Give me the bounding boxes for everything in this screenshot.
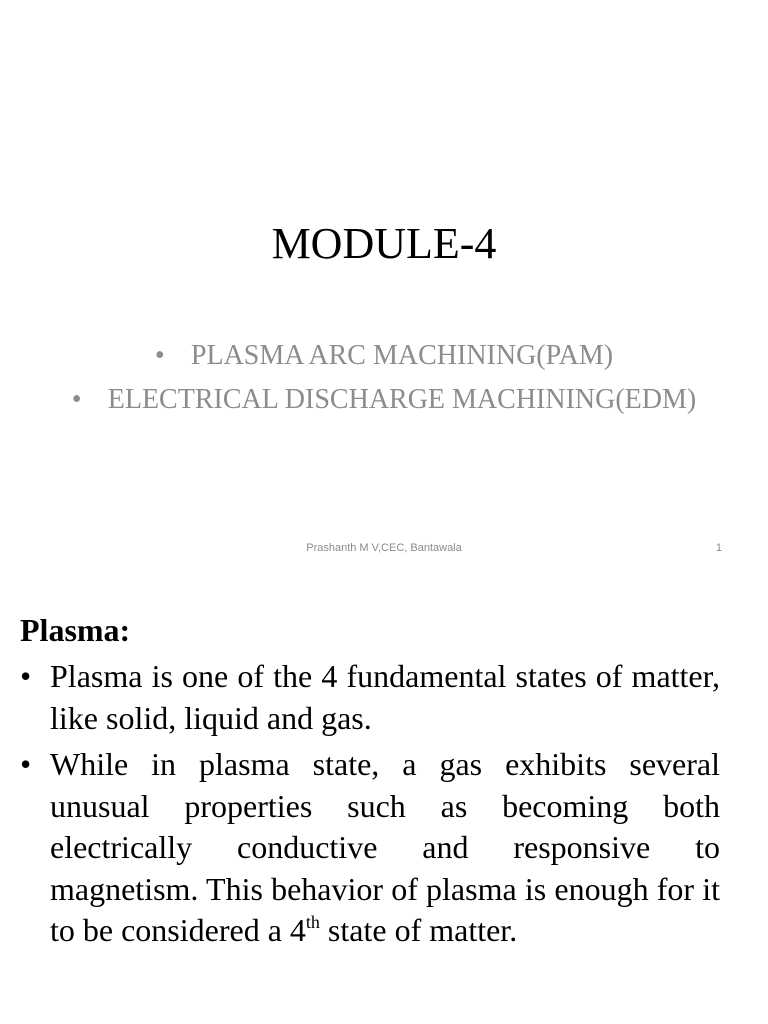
topic-item [0,334,768,378]
topic-item-label: ELECTRICAL DISCHARGE MACHINING(EDM) [107,384,697,415]
bullet-icon: • [71,384,82,415]
bullet-icon: • [20,658,32,694]
section-heading: Plasma: [20,612,131,648]
topic-list [0,334,768,422]
page-number: 1 [715,542,722,554]
list-item-text-end: state of matter. [319,912,518,948]
bullet-icon: • [20,746,32,782]
slide-2 [0,576,768,1024]
list-item [20,656,720,739]
topic-item-label: PLASMA ARC MACHINING(PAM) [190,340,614,371]
superscript-th: th [305,912,320,932]
bullet-icon: • [154,340,165,371]
list-item-text: While in plasma state, a gas exhibits several unusual properties such as becoming both electrically conductive and responsive to magnetism. This behavior of plasma is enough for it to be considered a 4 [50,746,720,948]
list-item-text: Plasma is one of the 4 fundamental states of matter, like solid, liquid and gas. [50,658,720,736]
bullet-list [20,656,720,957]
topic-item [0,378,768,422]
slide-title: MODULE-4 [271,219,497,268]
footer-author: Prashanth M V,CEC, Bantawala [306,542,462,554]
list-item [20,744,720,952]
